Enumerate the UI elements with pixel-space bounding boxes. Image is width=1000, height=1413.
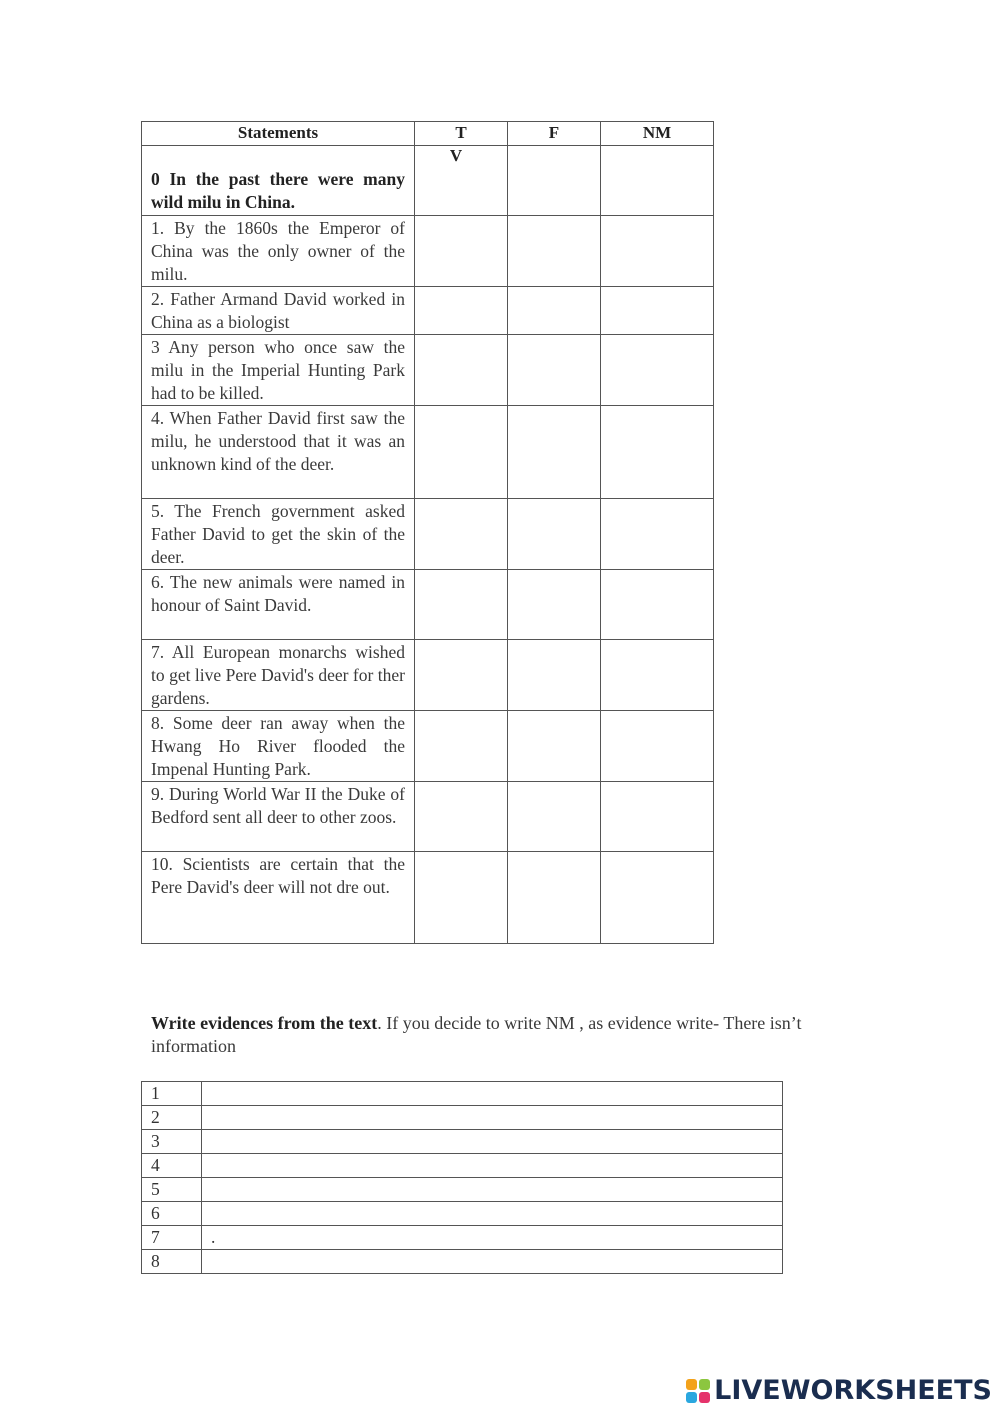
answer-cell-nm[interactable] (601, 570, 714, 640)
answer-cell-f[interactable] (508, 287, 601, 335)
evidence-answer-cell[interactable] (202, 1130, 783, 1154)
evidence-answer-cell[interactable] (202, 1106, 783, 1130)
answer-cell-t[interactable] (415, 782, 508, 852)
evidence-row (142, 1130, 783, 1154)
evidence-row (142, 1250, 783, 1274)
evidence-row (142, 1202, 783, 1226)
answer-cell-f[interactable] (508, 782, 601, 852)
evidence-number: 2 (142, 1106, 202, 1130)
evidence-row (142, 1178, 783, 1202)
answer-cell-t[interactable] (415, 287, 508, 335)
statement-row (142, 711, 714, 782)
liveworksheets-logo-icon (686, 1379, 710, 1403)
evidence-row (142, 1082, 783, 1106)
answer-cell-t[interactable] (415, 499, 508, 570)
statement-text: 6. The new animals were named in honour of Saint David. (142, 570, 415, 640)
header-statements: Statements (142, 122, 415, 146)
answer-cell-f[interactable] (508, 499, 601, 570)
answer-cell-t[interactable] (415, 570, 508, 640)
statement-text: 5. The French government asked Father David to get the skin of the deer. (142, 499, 415, 570)
header-false: F (508, 122, 601, 146)
evidence-table (141, 1081, 783, 1274)
statement-row (142, 852, 714, 944)
answer-cell-t[interactable] (415, 335, 508, 406)
evidence-row (142, 1106, 783, 1130)
statement-text: 4. When Father David first saw the milu, he understood that it was an unknown kind of the deer. (142, 406, 415, 499)
statement-text: 9. During World War II the Duke of Bedford sent all deer to other zoos. (142, 782, 415, 852)
statement-row (142, 216, 714, 287)
statement-text: 7. All European monarchs wished to get live Pere David's deer for ther gardens. (142, 640, 415, 711)
statement-row (142, 146, 714, 216)
evidence-number: 4 (142, 1154, 202, 1178)
liveworksheets-logo (686, 1375, 992, 1406)
answer-value: V (449, 146, 463, 165)
evidence-row (142, 1226, 783, 1250)
answer-cell-nm[interactable] (601, 216, 714, 287)
instructions-rest: . If you decide to write NM , as evidence write- There isn’t information (151, 1013, 802, 1056)
answer-cell-nm[interactable] (601, 640, 714, 711)
answer-cell-f[interactable] (508, 640, 601, 711)
statement-text: 10. Scientists are certain that the Pere David's deer will not dre out. (142, 852, 415, 944)
evidence-row (142, 1154, 783, 1178)
answer-cell-t[interactable] (415, 406, 508, 499)
statement-text: 8. Some deer ran away when the Hwang Ho River flooded the Impenal Hunting Park. (142, 711, 415, 782)
statement-text: 2. Father Armand David worked in China as a biologist (142, 287, 415, 335)
answer-cell-t[interactable] (415, 216, 508, 287)
answer-cell-nm[interactable] (601, 335, 714, 406)
answer-cell-nm[interactable] (601, 406, 714, 499)
evidence-instructions (151, 1012, 871, 1058)
evidence-answer-cell[interactable] (202, 1082, 783, 1106)
answer-cell-f[interactable] (508, 711, 601, 782)
answer-cell-nm[interactable] (601, 146, 714, 216)
evidence-number: 1 (142, 1082, 202, 1106)
evidence-answer-cell[interactable] (202, 1154, 783, 1178)
statement-row (142, 406, 714, 499)
evidence-number: 6 (142, 1202, 202, 1226)
answer-cell-t[interactable] (415, 146, 508, 216)
instructions-bold: Write evidences from the text (151, 1013, 378, 1033)
statements-header-row (142, 122, 714, 146)
evidence-number: 3 (142, 1130, 202, 1154)
answer-cell-t[interactable] (415, 640, 508, 711)
statement-text: 0 In the past there were many wild milu in China. (142, 146, 415, 216)
answer-cell-f[interactable] (508, 406, 601, 499)
evidence-number: 7 (142, 1226, 202, 1250)
statement-row (142, 499, 714, 570)
statements-table (141, 121, 714, 944)
answer-cell-nm[interactable] (601, 852, 714, 944)
statement-row (142, 335, 714, 406)
statement-row (142, 570, 714, 640)
statement-text: 3 Any person who once saw the milu in the Imperial Hunting Park had to be killed. (142, 335, 415, 406)
answer-cell-f[interactable] (508, 216, 601, 287)
answer-cell-t[interactable] (415, 711, 508, 782)
answer-cell-f[interactable] (508, 570, 601, 640)
logo-text: LIVEWORKSHEETS (714, 1375, 992, 1406)
evidence-number: 5 (142, 1178, 202, 1202)
evidence-answer-cell[interactable] (202, 1202, 783, 1226)
answer-cell-nm[interactable] (601, 711, 714, 782)
answer-cell-nm[interactable] (601, 287, 714, 335)
header-not-mentioned: NM (601, 122, 714, 146)
header-true: T (415, 122, 508, 146)
answer-cell-t[interactable] (415, 852, 508, 944)
statement-row (142, 287, 714, 335)
answer-cell-f[interactable] (508, 146, 601, 216)
evidence-answer-cell[interactable] (202, 1178, 783, 1202)
evidence-answer-cell[interactable]: . (202, 1226, 783, 1250)
answer-cell-nm[interactable] (601, 782, 714, 852)
evidence-answer-cell[interactable] (202, 1250, 783, 1274)
answer-cell-nm[interactable] (601, 499, 714, 570)
statement-text: 1. By the 1860s the Emperor of China was the only owner of the milu. (142, 216, 415, 287)
answer-cell-f[interactable] (508, 852, 601, 944)
evidence-number: 8 (142, 1250, 202, 1274)
answer-cell-f[interactable] (508, 335, 601, 406)
statement-row (142, 640, 714, 711)
statement-row (142, 782, 714, 852)
